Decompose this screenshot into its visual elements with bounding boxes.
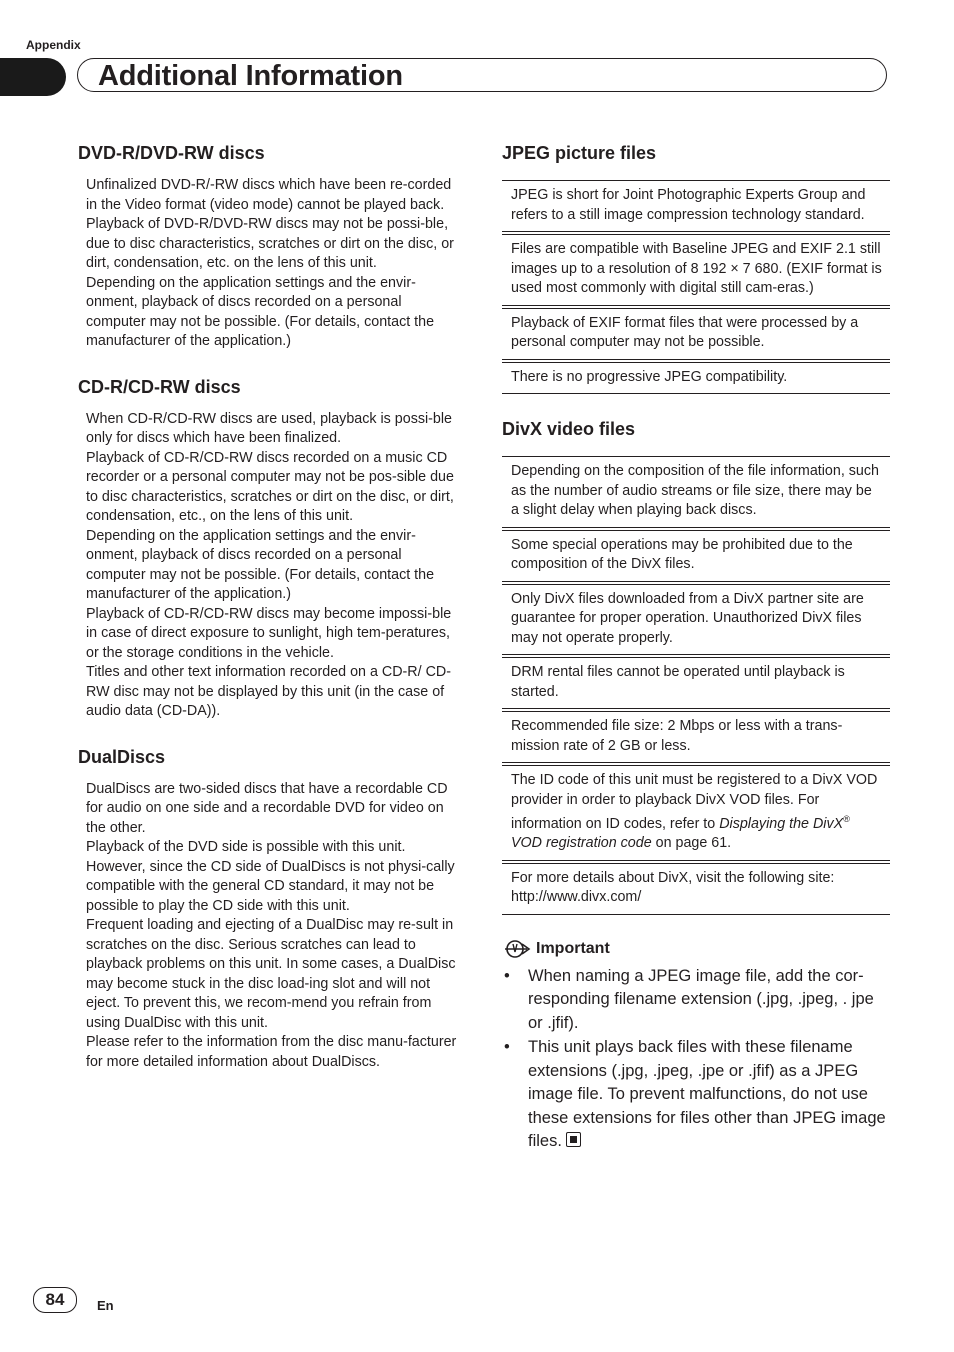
left-column <box>78 140 458 1094</box>
registered-mark: ® <box>843 814 850 824</box>
table-row: Only DivX files downloaded from a DivX partner site are guarantee for proper operation. Unauthorized DivX files may not operate properly. <box>502 584 890 656</box>
bullet: • <box>504 1038 510 1057</box>
table-row: There is no progressive JPEG compatibility. <box>502 362 890 395</box>
table-row: JPEG is short for Joint Photographic Experts Group and refers to a still image compression technology standard. <box>502 181 890 232</box>
section-heading-jpeg: JPEG picture files <box>502 143 657 163</box>
divx-table <box>502 456 890 915</box>
table-row: Playback of EXIF format files that were processed by a personal computer may not be possible. <box>502 308 890 360</box>
important-label: Important <box>536 939 610 957</box>
section-heading-cd: CD-R/CD-RW discs <box>78 376 241 397</box>
paragraph: Titles and other text information recorded on a CD-R/ CD-RW disc may not be displayed by this unit (in the case of audio data (CD-DA)). <box>86 664 451 719</box>
paragraph: Depending on the application settings and the envir-onment, playback of discs recorded on a personal computer may not be possible. (For details, contact the manufacturer of the application.) <box>86 274 435 349</box>
list-item: • This unit plays back files with these filename extensions (.jpg, .jpeg, .jpe or .jfif) as a JPEG image file. To prevent malfunctions, do not use these extensions for files other than JPEG image files. <box>504 1038 886 1151</box>
id-row-text: The ID code of this unit must be registered to a DivX VOD provider in order to playback DivX VOD files. For information on ID codes, refer to <box>511 772 878 832</box>
page-title: Additional Information <box>98 60 403 92</box>
section-dvd <box>78 140 458 352</box>
page-number: 84 <box>33 1287 77 1313</box>
table-row: DRM rental files cannot be operated until playback is started. <box>502 657 890 709</box>
paragraph: Playback of the DVD side is possible with this unit. However, since the CD side of DualDiscs is not physi-cally compatible with the general CD standard, it may not be possible to play the CD side with this unit. <box>86 839 455 914</box>
paragraph: Please refer to the information from the disc manu-facturer for more detailed information about DualDiscs. <box>86 1034 457 1070</box>
appendix-label: Appendix <box>26 38 81 52</box>
bullet: • <box>504 966 510 985</box>
important-notice-heading <box>502 939 890 959</box>
table-row: Depending on the composition of the file information, such as the number of audio streams or file size, there may be a slight delay when playing back discs. <box>502 457 890 528</box>
title-box <box>77 58 887 92</box>
section-heading-divx: DivX video files <box>502 419 636 439</box>
end-of-section-icon <box>566 1132 581 1147</box>
table-row: Files are compatible with Baseline JPEG and EXIF 2.1 still images up to a resolution of 8 192 × 7 680. (EXIF format is used most commonly with digital still cam-eras.) <box>502 234 890 306</box>
paragraph: Playback of CD-R/CD-RW discs recorded on a music CD recorder or a personal computer may not be pos-sible due to disc characteristics, scratches or dirt on the disc, or dirt, condensation, etc., on the lens of this unit. <box>86 449 454 524</box>
table-row: Recommended file size: 2 Mbps or less with a trans-mission rate of 2 GB or less. <box>502 711 890 763</box>
table-row-id-code <box>502 765 890 861</box>
jpeg-table <box>502 180 890 394</box>
table-row: For more details about DivX, visit the following site: http://www.divx.com/ <box>502 863 890 915</box>
paragraph: Playback of DVD-R/DVD-RW discs may not be possi-ble, due to disc characteristics, scratches or dirt on the disc, or dirt, condensation, etc. on the lens of this unit. <box>86 216 454 271</box>
language-code: En <box>97 1298 114 1313</box>
right-column <box>502 140 890 1155</box>
section-tab-marker <box>0 58 66 96</box>
section-heading-dvd: DVD-R/DVD-RW discs <box>78 143 265 163</box>
paragraph: Playback of CD-R/CD-RW discs may become impossi-ble in case of direct exposure to sunlight, high tem-peratures, or the storage conditions in the vehicle. <box>86 605 452 661</box>
paragraph: Frequent loading and ejecting of a DualDisc may re-sult in scratches on the disc. Serious scratches can lead to playback problems on this unit. In some cases, a DualDisc may become stuck in the disc load-ing slot and will not eject. To prevent this, we recom-mend you refrain from using DualDisc with this unit. <box>86 917 456 1031</box>
section-divx <box>502 416 890 915</box>
list-item: • When naming a JPEG image file, add the cor-responding filename extension (.jpg, .jpeg, . jpe or .jfif). <box>504 966 874 1032</box>
important-list <box>502 965 890 1154</box>
paragraph: When CD-R/CD-RW discs are used, playback is possi-ble only for discs which have been finalized. <box>86 410 453 446</box>
paragraph: DualDiscs are two-sided discs that have a recordable CD for audio on one side and a recordable DVD for video on the other. <box>86 780 448 836</box>
section-jpeg <box>502 140 890 394</box>
important-icon <box>502 939 532 959</box>
paragraph: Unfinalized DVD-R/-RW discs which have been re-corded in the Video format (video mode) cannot be played back. <box>86 177 452 213</box>
paragraph: Depending on the application settings and the envir-onment, playback of discs recorded on a personal computer may not be possible. (For details, contact the manufacturer of the application.) <box>86 527 435 602</box>
cross-reference-link[interactable]: Displaying the DivX® VOD registration code <box>511 814 850 852</box>
section-dualdiscs <box>78 744 458 1073</box>
section-heading-dualdiscs: DualDiscs <box>78 746 166 767</box>
id-row-page-ref: on page 61. <box>651 835 732 852</box>
section-cd <box>78 374 458 722</box>
table-row: Some special operations may be prohibited due to the composition of the DivX files. <box>502 530 890 582</box>
